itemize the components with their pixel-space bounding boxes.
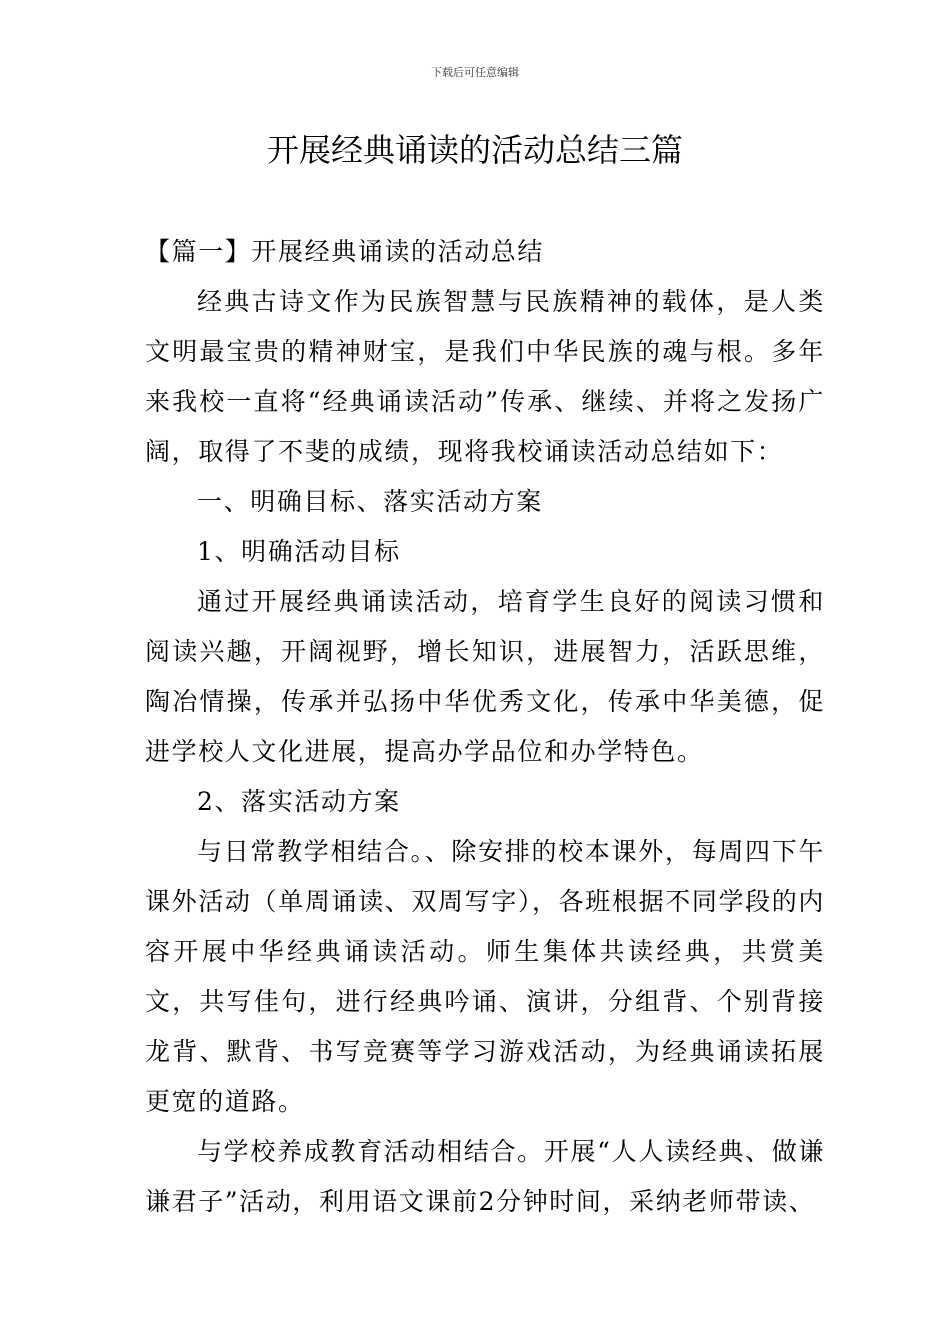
subsection-heading: 一、明确目标、落实活动方案 xyxy=(197,487,543,516)
document-body xyxy=(145,227,825,1227)
section-heading: 【篇一】开展经典诵读的活动总结 xyxy=(145,237,545,266)
document-title: 开展经典诵读的活动总结三篇 xyxy=(266,131,683,169)
paragraph: 通过开展经典诵读活动，培育学生良好的阅读习惯和阅读兴趣，开阔视野，增长知识，进展智力，活跃思维，陶冶情操，传承并弘扬中华优秀文化，传承中华美德，促进学校人文化进展，提高办学品位和办学特色。 xyxy=(145,587,825,766)
subsection-heading: 1、明确活动目标 xyxy=(197,537,401,566)
paragraph: 与学校养成教育活动相结合。开展“人人读经典、做谦谦君子”活动，利用语文课前2分钟时间，采纳老师带读、 xyxy=(145,1137,825,1216)
paragraph: 经典古诗文作为民族智慧与民族精神的载体，是人类文明最宝贵的精神财宝，是我们中华民族的魂与根。多年来我校一直将“经典诵读活动”传承、继续、并将之发扬广阔，取得了不斐的成绩，现将我校诵读活动总结如下： xyxy=(145,287,825,466)
page-header-note: 下载后可任意编辑 xyxy=(431,66,519,79)
paragraph: 与日常教学相结合。、除安排的校本课外，每周四下午课外活动（单周诵读、双周写字），各班根据不同学段的内容开展中华经典诵读活动。师生集体共读经典，共赏美文，共写佳句，进行经典吟诵、演讲，分组背、个别背接龙背、默背、书写竞赛等学习游戏活动，为经典诵读拓展更宽的道路。 xyxy=(145,837,825,1116)
subsection-heading: 2、落实活动方案 xyxy=(197,787,401,816)
